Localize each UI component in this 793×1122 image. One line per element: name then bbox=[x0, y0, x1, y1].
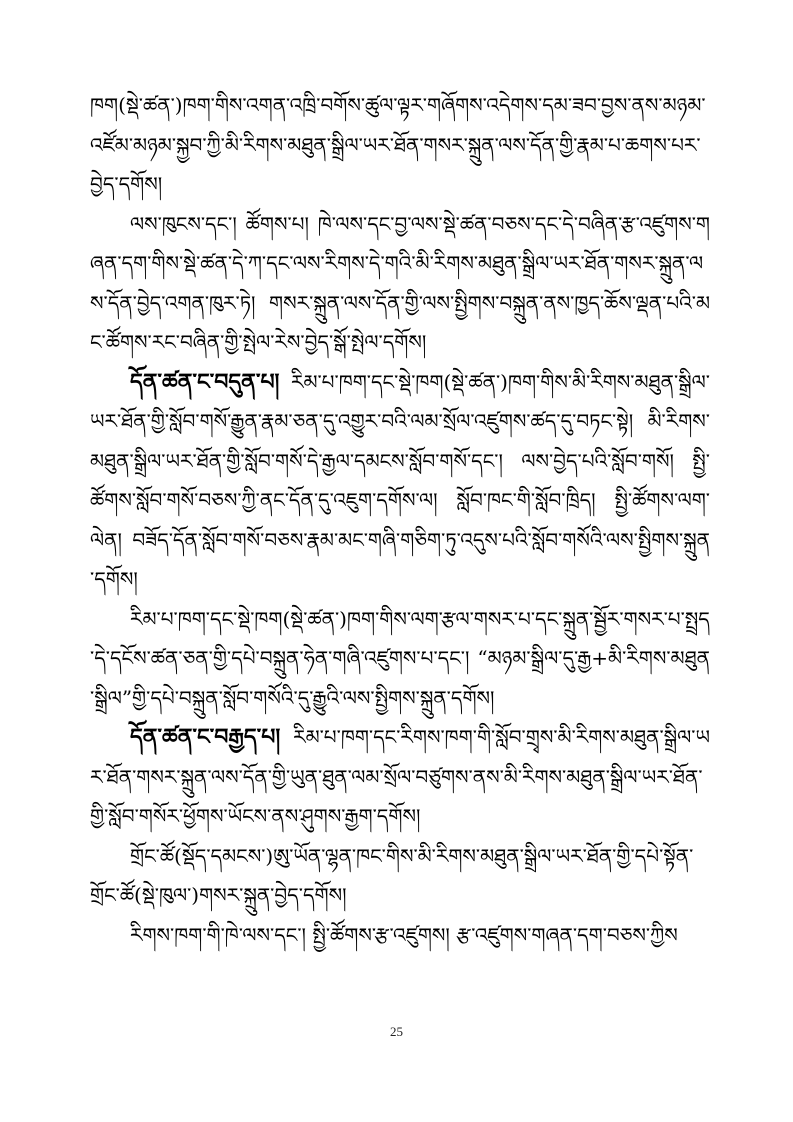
paragraph-6-text: གྲོང་ཚོ(སྡོད་དམངས་)ཨུ་ཡོན་ལྷན་ཁང་གིས་མི་རིགས་མཐུན་སྒྲིལ་ཡར་ཐོན་གྱི་དཔེ་སྟོན་གྲོང་ཚོ(སྡེ་ཁུལ་)གསར་སྐྲུན་བྱེད་དགོས། bbox=[90, 843, 694, 907]
article-57 bbox=[90, 363, 710, 600]
paragraph-2 bbox=[90, 205, 710, 363]
document-body bbox=[90, 86, 710, 955]
paragraph-7-text: རིགས་ཁག་གི་ཁེ་ལས་དང་། སྤྱི་ཚོགས་རྩ་འཛུགས། རྩ་འཛུགས་གཞན་དག་བཅས་ཀྱིས bbox=[130, 922, 678, 947]
paragraph-4 bbox=[90, 600, 710, 719]
article-58 bbox=[90, 718, 710, 837]
paragraph-1 bbox=[90, 86, 710, 205]
paragraph-4-text: རིམ་པ་ཁག་དང་སྡེ་ཁག(སྡེ་ཚན་)ཁག་གིས་ལག་རྩལ་གསར་པ་དང་སྐྲུན་སྦྱོར་གསར་པ་སྤྲད་དེ་དངོས་ཚན་ཅན་གྱི་དཔེ་བསྐྲུན་ཧེན་གཞི་འཛུགས་པ་དང་། “མཉམ་སྒྲིལ་དུ་རྒྱ+མི་རིགས་མཐུན་སྒྲིལ”གྱི་དཔེ་བསྐྲུན་སློབ་གསོའི་དུ་རྒྱུའི་ལས་སྤྱིགས་སྐྲུན་དགོས། bbox=[90, 606, 710, 710]
article-58-text: རིམ་པ་ཁག་དང་རིགས་ཁག་གི་སློབ་གྲྭས་མི་རིགས་མཐུན་སྒྲིལ་ཡར་ཐོན་གསར་སྐྲུན་ལས་དོན་གྱི་ཡུན་ཐུན་ལམ་སྲོལ་བཙུགས་ནས་མི་རིགས་མཐུན་སྒྲིལ་ཡར་ཐོན་གྱི་སློབ་གསོར་ཕྱོགས་ཡོངས་ནས་ཤུགས་རྒྱག་དགོས། bbox=[90, 725, 710, 828]
paragraph-1-text: ཁག(སྡེ་ཚན་)ཁག་གིས་འགན་འཁྲི་བགོས་ཚུལ་ལྟར་གཞོགས་འདེགས་དམ་ཟབ་བྱས་ནས་མཉམ་འཛོམ་མཉམ་སྐྱབ་ཀྱི་མི་རིགས་མཐུན་སྒྲིལ་ཡར་ཐོན་གསར་སྐྲུན་ལས་དོན་གྱི་རྣམ་པ་ཆགས་པར་བྱེད་དགོས། bbox=[90, 93, 706, 196]
paragraph-6 bbox=[90, 837, 710, 916]
article-57-text: རིམ་པ་ཁག་དང་སྡེ་ཁག(སྡེ་ཚན་)ཁག་གིས་མི་རིགས་མཐུན་སྒྲིལ་ཡར་ཐོན་གྱི་སློབ་གསོ་རྒྱུན་རྣམ་ཅན་དུ་འགྱུར་བའི་ལམ་སྲོལ་འཛུགས་ཚད་དུ་བཏང་སྟེ། མི་རིགས་མཐུན་སྒྲིལ་ཡར་ཐོན་གྱི་སློབ་གསོ་དེ་རྒྱལ་དམངས་སློབ་གསོ་དང་། ལས་བྱེད་པའི་སློབ་གསོ། སྤྱི་ཚོགས་སློབ་གསོ་བཅས་ཀྱི་ནང་དོན་དུ་འཇུག་དགོས་ལ། སློབ་ཁང་གི་སློབ་ཁྲིད། སྤྱི་ཚོགས་ལག་ལེན། བཟོད་དོན་སློབ་གསོ་བཅས་རྣམ་མང་གཞི་གཅིག་ཏུ་འདུས་པའི་སློབ་གསོའི་ལས་སྤྱིགས་སྐྲུན་དགོས། bbox=[90, 369, 710, 591]
paragraph-2-text: ལས་ཁུངས་དང་། ཚོགས་པ། ཁེ་ལས་དང་བྱ་ལས་སྡེ་ཚན་བཅས་དང་དེ་བཞིན་རྩ་འཛུགས་གཞན་དག་གིས་སྡེ་ཚན་དེ་ཀ་དང་ལས་རིགས་དེ་གའི་མི་རིགས་མཐུན་སྒྲིལ་ཡར་ཐོན་གསར་སྐྲུན་ལས་དོན་བྱེད་འགན་ཁུར་ཏེ། གསར་སྐྲུན་ལས་དོན་གྱི་ལས་སྤྱིགས་བསྐྲུན་ནས་ཁྱད་ཆོས་ལྡན་པའི་མང་ཚོགས་རང་བཞིན་གྱི་སྤེལ་རེས་བྱེད་སྒོ་སྤེལ་དགོས། bbox=[90, 211, 710, 354]
page-number: 25 bbox=[390, 1024, 403, 1039]
paragraph-7 bbox=[90, 916, 710, 956]
article-57-heading: དོན་ཚན་ང་བདུན་པ། bbox=[130, 368, 280, 395]
article-58-heading: དོན་ཚན་ང་བརྒྱད་པ། bbox=[130, 724, 281, 750]
